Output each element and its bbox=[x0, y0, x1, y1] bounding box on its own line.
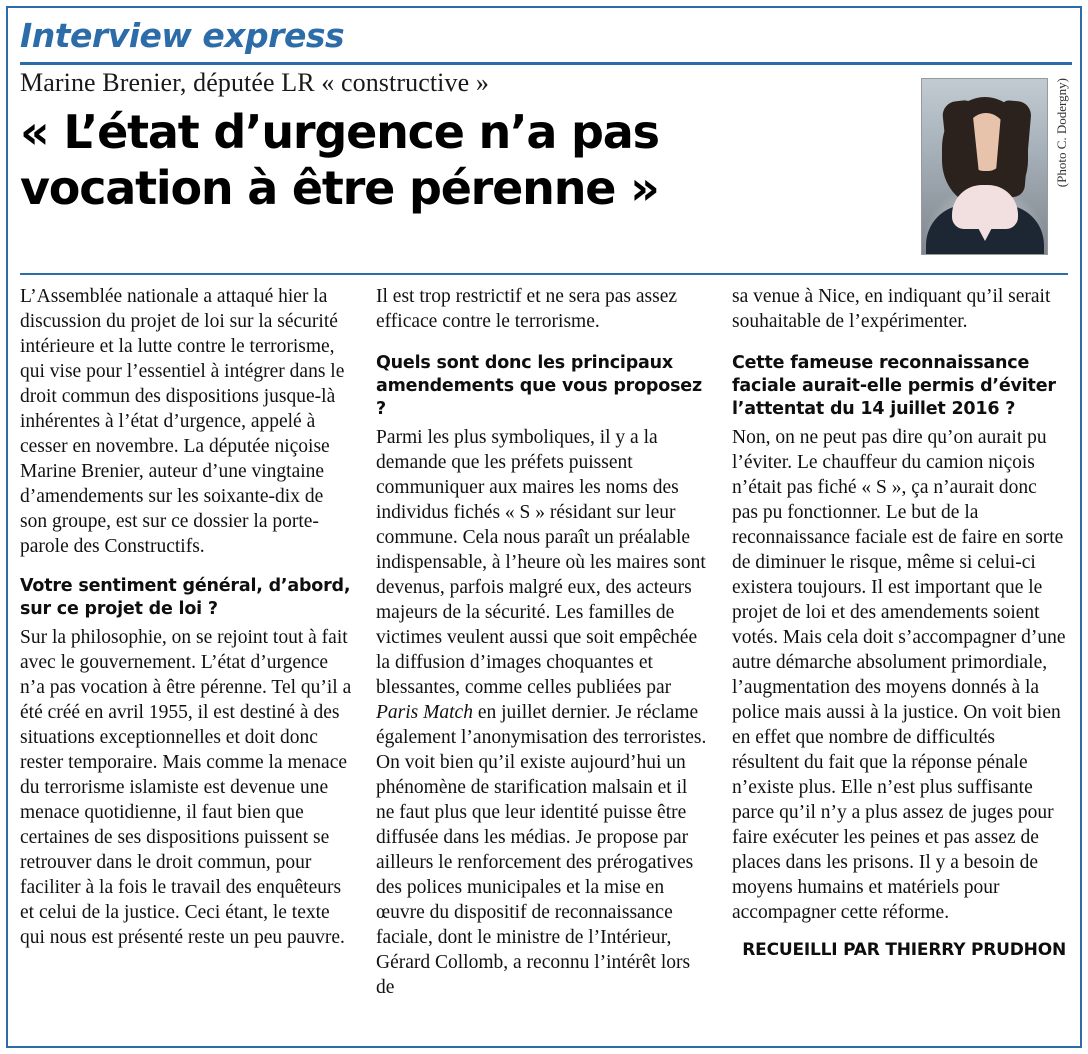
paragraph: sa venue à Nice, en indiquant qu’il serait souhaitable de l’expérimenter. bbox=[732, 286, 1051, 332]
byline: RECUEILLI PAR THIERRY PRUDHON bbox=[742, 940, 1066, 960]
paragraph-tail: en juillet dernier. Je réclame également l’anonymisation des terroristes. On voit bien qu’il existe aujourd’hui un phénomène de starification malsain et il ne faut plus que leur identité puisse être diffusée dans les médias. Je propose par ailleurs le renforcement des prérogatives des polices municipales et la mise en œuvre du dispositif de reconnaissance faciale, dont le ministre de l’Intérieur, Gérard Collomb, a reconnu l’intérêt lors de bbox=[376, 702, 707, 998]
photo-credit bbox=[1052, 78, 1072, 253]
paragraph: Non, on ne peut pas dire qu’on aurait pu l’éviter. Le chauffeur du camion niçois n’était pas fiché « S », ça n’aurait donc pas pu fonctionner. Le but de la reconnaissance faciale est de faire en sorte de diminuer le risque, même si celui-ci existera toujours. Il est important que le projet de loi et des amendements soient votés. Mais cela doit s’accompagner d’une autre démarche absolument primordiale, l’augmentation des moyens donnés à la police mais aussi à la justice. On voit bien en effet que nombre de difficultés résultent du fait que la réponse pénale n’existe plus. Elle n’est plus suffisante parce qu’il n’y a plus assez de juges pour faire exécuter les peines et pas assez de places dans les prisons. Il y a besoin de moyens humains et matériels pour accompagner cette réforme. bbox=[732, 427, 1066, 923]
page-title: « L’état d’urgence n’a pas vocation à être pérenne » bbox=[20, 105, 659, 215]
paragraph: L’Assemblée nationale a attaqué hier la discussion du projet de loi sur la sécurité intérieure et la lutte contre le terrorisme, qui vise pour l’essentiel à intégrer dans le droit commun des dispositions jusque-là inhérentes à l’état d’urgence, appelé à cesser en novembre. La députée niçoise Marine Brenier, auteur d’une vingtaine d’amendements sur les soixante-dix de son groupe, est sur ce dossier la porte-parole des Constructifs. bbox=[20, 286, 345, 557]
article-columns bbox=[20, 284, 1068, 1034]
interview-question: Cette fameuse reconnaissance faciale aurait-elle permis d’éviter l’attentat du 14 juillet 2016 ? bbox=[732, 353, 1056, 419]
kicker-area bbox=[14, 16, 1074, 64]
headline-block bbox=[20, 66, 860, 216]
column-3 bbox=[732, 284, 1066, 1034]
paragraph: Parmi les plus symboliques, il y a la demande que les préfets puissent communiquer aux maires les noms des individus fichés « S » résidant sur leur commune. Cela nous paraît un préalable indispensable, à l’heure où les maires sont devenus, parfois malgré eux, des acteurs majeurs de la sécurité. Les familles de victimes veulent aussi que soit empêchée la diffusion d’images choquantes et blessantes, comme celles publiées par bbox=[376, 427, 706, 698]
paragraph: Sur la philosophie, on se rejoint tout à fait avec le gouvernement. L’état d’urgence n’a pas vocation à être pérenne. Tel qu’il a été créé en avril 1955, il est destiné à des situations exceptionnelles et doit donc rester temporaire. Mais comme la menace du terrorisme islamiste est devenue une menace quotidienne, il faut bien que certaines de ses dispositions puissent se retrouver dans le droit commun, pour faciliter à la fois le travail des enquêteurs et celui de la justice. Ceci étant, le texte qui nous est présenté reste un peu pauvre. bbox=[20, 627, 352, 948]
section-kicker: Interview express bbox=[20, 16, 345, 55]
paragraph-with-italic bbox=[376, 700, 710, 1000]
paragraph: Il est trop restrictif et ne sera pas assez efficace contre le terrorisme. bbox=[376, 286, 678, 332]
column-1 bbox=[20, 284, 354, 1034]
body-divider bbox=[20, 273, 1068, 275]
kicker-divider bbox=[20, 62, 1072, 65]
interview-question: Quels sont donc les principaux amendements que vous proposez ? bbox=[376, 353, 702, 419]
article-surtitle: Marine Brenier, députée LR « constructive » bbox=[20, 68, 489, 97]
italic-title: Paris Match bbox=[376, 702, 473, 723]
portrait-photo bbox=[921, 78, 1048, 255]
photo-credit-text: (Photo C. Dodergny) bbox=[1054, 78, 1069, 188]
interview-question: Votre sentiment général, d’abord, sur ce projet de loi ? bbox=[20, 576, 351, 619]
column-2 bbox=[376, 284, 710, 1034]
